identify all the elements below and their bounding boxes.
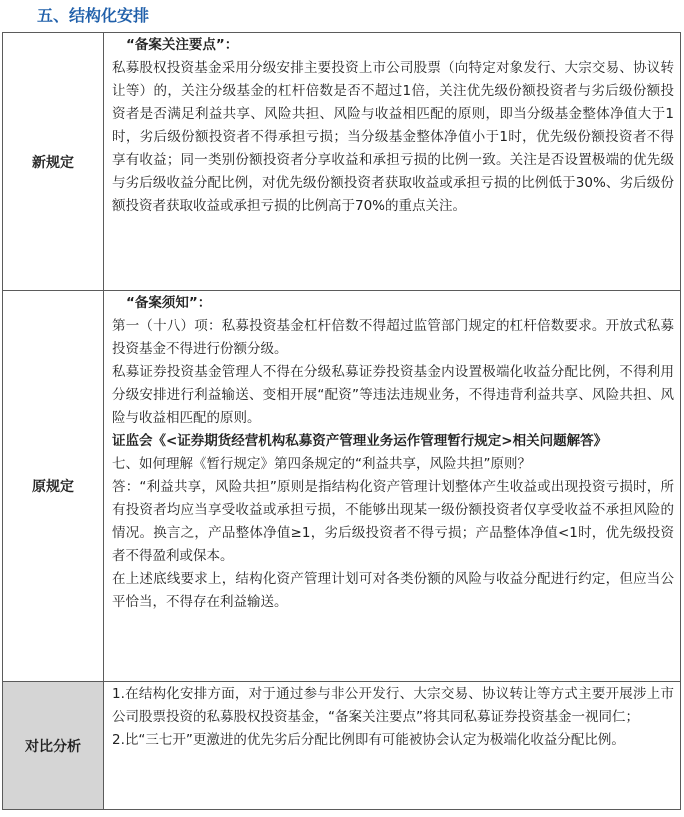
table-row-analysis bbox=[3, 682, 681, 810]
analysis-point: 2.比“三七开”更激进的优先劣后分配比例即有可能被协会认定为极端化收益分配比例。 bbox=[112, 732, 625, 748]
row-content-analysis bbox=[104, 682, 681, 810]
table-row-new-rule bbox=[3, 33, 681, 291]
old-rule-paragraph: 答：“利益共享，风险共担”原则是指结构化资产管理计划整体产生收益或出现投资亏损时，所有投资者均应当享受收益或承担亏损，不能够出现某一级份额投资者仅享受收益不承担风险的情况。换言之，产品整体净值≥1，劣后级投资者不得亏损；产品整体净值<1时，优先级投资者不得盈利或保本。 bbox=[112, 479, 674, 564]
comparison-table bbox=[2, 32, 681, 810]
row-label-old-rule: 原规定 bbox=[3, 291, 104, 682]
section-title: 五、结构化安排 bbox=[37, 6, 150, 25]
table-row-old-rule bbox=[3, 291, 681, 682]
old-rule-paragraph: 私募证券投资基金管理人不得在分级私募证券投资基金内设置极端化收益分配比例，不得利用分级安排进行利益输送、变相开展“配资”等违法违规业务，不得违背利益共享、风险共担、风险与收益相匹配的原则。 bbox=[112, 364, 674, 426]
csrc-qa-heading: 证监会《<证券期货经营机构私募资产管理业务运作管理暂行规定>相关问题解答》 bbox=[112, 433, 608, 449]
filing-notice-heading: “备案须知”： bbox=[126, 295, 212, 311]
row-content-new-rule bbox=[104, 33, 681, 291]
old-rule-paragraph: 在上述底线要求上，结构化资产管理计划可对各类份额的风险与收益分配进行约定，但应当公平恰当，不得存在利益输送。 bbox=[112, 571, 674, 610]
old-rule-paragraph: 七、如何理解《暂行规定》第四条规定的“利益共享，风险共担”原则？ bbox=[112, 456, 531, 472]
new-rule-paragraph: 私募股权投资基金采用分级安排主要投资上市公司股票（向特定对象发行、大宗交易、协议转让等）的，关注分级基金的杠杆倍数是否不超过1倍，关注优先级份额投资者与劣后级份额投资者是否满足利益共享、风险共担、风险与收益相匹配的原则，即当分级基金整体净值大于1时，劣后级份额投资者不得承担亏损；当分级基金整体净值小于1时，优先级份额投资者不得享有收益；同一类别份额投资者分享收益和承担亏损的比例一致。关注是否设置极端的优先级与劣后级收益分配比例，对优先级份额投资者获取收益或承担亏损的比例低于30%、劣后级份额投资者获取收益或承担亏损的比例高于70%的重点关注。 bbox=[112, 60, 674, 214]
row-label-new-rule: 新规定 bbox=[3, 33, 104, 291]
row-label-analysis: 对比分析 bbox=[3, 682, 104, 810]
filing-key-points-heading: “备案关注要点”： bbox=[126, 37, 239, 53]
analysis-point: 1.在结构化安排方面，对于通过参与非公开发行、大宗交易、协议转让等方式主要开展涉上市公司股票投资的私募股权投资基金，“备案关注要点”将其同私募证券投资基金一视同仁； bbox=[112, 686, 674, 725]
row-content-old-rule bbox=[104, 291, 681, 682]
old-rule-paragraph: 第一（十八）项：私募投资基金杠杆倍数不得超过监管部门规定的杠杆倍数要求。开放式私募投资基金不得进行份额分级。 bbox=[112, 318, 674, 357]
